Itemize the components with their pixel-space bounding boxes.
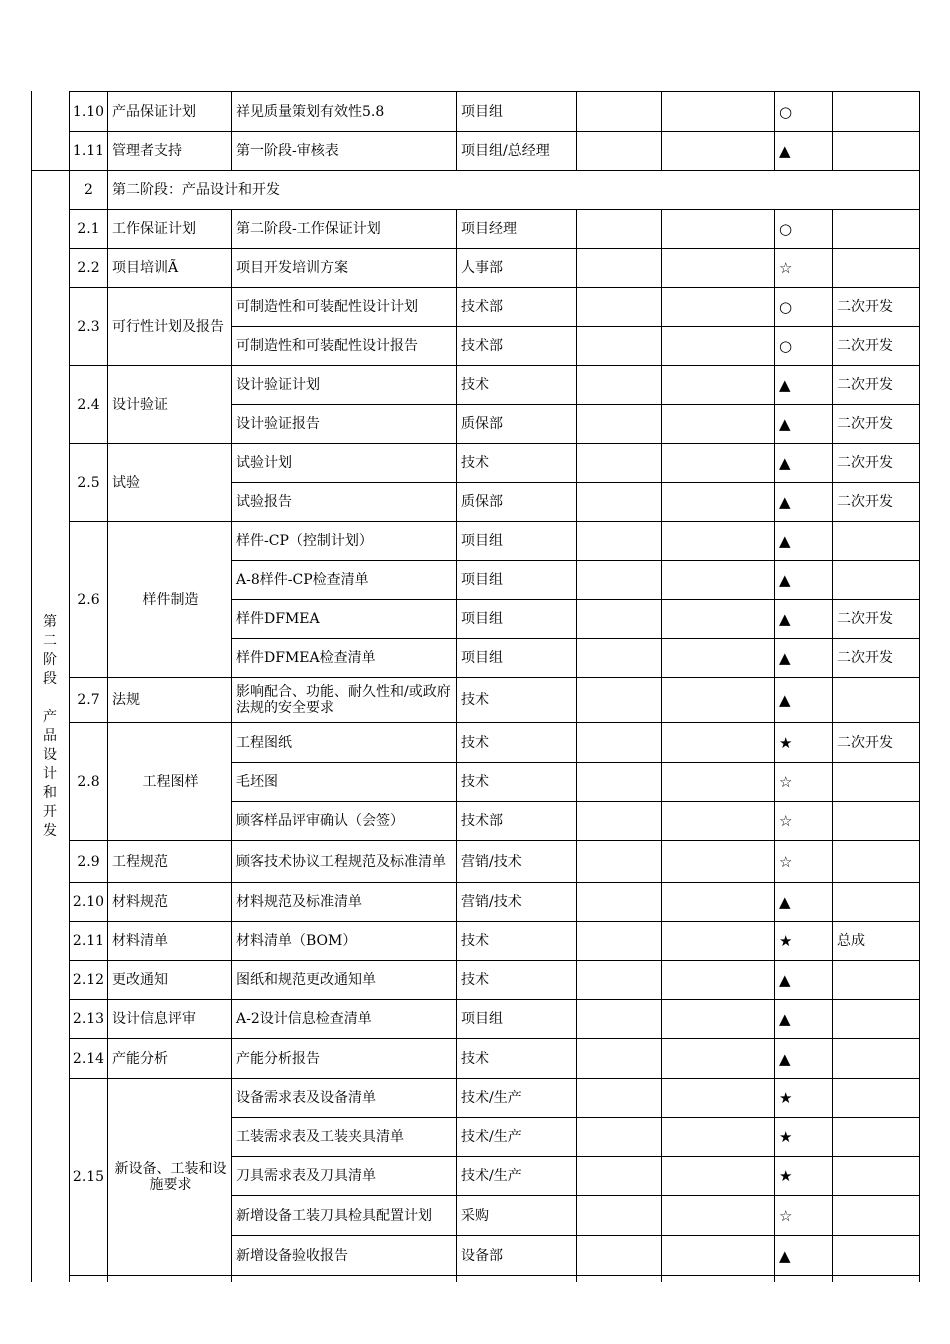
item-name: 工程规范	[112, 853, 168, 870]
column-border	[107, 91, 108, 1282]
blank-cell	[577, 1236, 661, 1275]
stage-label-char: 开	[43, 803, 57, 820]
responsible-dept: 技术	[461, 692, 489, 708]
blank-cell	[577, 444, 661, 482]
column-border	[832, 209, 833, 1282]
item-name: 设计信息评审	[112, 1011, 196, 1027]
output-document: 产能分析报告	[236, 1050, 320, 1067]
item-number: 1.10	[72, 103, 105, 120]
output-document: 可制造性和可装配性设计计划	[236, 299, 418, 315]
status-mark: ▲	[779, 571, 791, 589]
blank-cell	[577, 522, 661, 560]
blank-cell	[662, 600, 774, 638]
item-name: 产能分析	[112, 1050, 168, 1067]
remark	[833, 802, 919, 840]
blank-cell	[662, 922, 774, 960]
output-document: 样件DFMEA检查清单	[236, 650, 376, 666]
blank-cell	[577, 249, 661, 287]
stage-label-char: 品	[43, 727, 57, 744]
blank-cell	[662, 288, 774, 326]
responsible-dept: 技术	[461, 933, 489, 949]
responsible-dept: 技术	[461, 734, 489, 751]
responsible-dept: 技术/生产	[461, 1168, 522, 1184]
blank-cell	[662, 723, 774, 762]
row-border	[231, 762, 919, 763]
item-number: 2	[84, 182, 93, 198]
remark: 总成	[837, 933, 865, 949]
responsible-dept: 技术/生产	[461, 1090, 522, 1106]
item-name: 材料清单	[112, 933, 168, 949]
blank-cell	[662, 327, 774, 365]
section-title: 第二阶段：产品设计和开发	[112, 182, 280, 198]
remark	[833, 883, 919, 921]
output-document: 顾客技术协议工程规范及标准清单	[236, 853, 446, 870]
column-border	[456, 209, 457, 1282]
blank-cell	[662, 522, 774, 560]
status-mark: ☆	[779, 259, 793, 277]
column-border	[576, 91, 577, 170]
column-border	[576, 209, 577, 1282]
blank-cell	[662, 802, 774, 840]
blank-cell	[577, 92, 661, 131]
remark	[833, 1000, 919, 1038]
blank-cell	[662, 639, 774, 677]
output-document: 刀具需求表及刀具清单	[236, 1168, 376, 1184]
item-number: 2.14	[72, 1050, 105, 1067]
row-border	[231, 1117, 919, 1118]
status-mark: ☆	[779, 773, 793, 791]
blank-cell	[577, 763, 661, 801]
responsible-dept: 项目经理	[461, 221, 517, 237]
remark	[833, 210, 919, 248]
item-number: 2.11	[72, 933, 105, 949]
status-mark: ☆	[779, 852, 793, 871]
output-document: 工装需求表及工装夹具清单	[236, 1129, 404, 1145]
responsible-dept: 项目组	[461, 650, 503, 666]
remark	[833, 841, 919, 882]
blank-cell	[662, 1079, 774, 1117]
blank-cell	[662, 1157, 774, 1195]
status-mark: ▲	[779, 415, 791, 433]
item-number: 1.11	[72, 143, 105, 159]
item-number: 2.3	[77, 318, 100, 335]
status-mark: ▲	[779, 893, 791, 911]
blank-cell	[577, 1118, 661, 1156]
output-document: 祥见质量策划有效性5.8	[236, 103, 385, 120]
status-mark: ○	[779, 220, 793, 238]
remark	[833, 522, 919, 560]
remark	[833, 1157, 919, 1195]
output-document: 设计验证报告	[236, 416, 320, 432]
output-document: 样件DFMEA	[236, 611, 320, 627]
item-name: 管理者支持	[112, 143, 182, 159]
remark: 二次开发	[837, 299, 893, 315]
remark: 二次开发	[837, 338, 893, 354]
item-number: 2.10	[72, 894, 105, 910]
output-document: 样件-CP（控制计划）	[236, 533, 373, 549]
item-name: 材料规范	[112, 894, 168, 910]
output-document: 工程图纸	[236, 734, 292, 751]
blank-cell	[577, 1157, 661, 1195]
stage-label-char: 产	[43, 708, 57, 725]
remark	[833, 1079, 919, 1117]
blank-cell	[662, 961, 774, 999]
output-document: 项目开发培训方案	[236, 260, 348, 276]
stage-label-char: 阶	[43, 651, 57, 668]
blank-cell	[662, 883, 774, 921]
blank-cell	[577, 327, 661, 365]
remark	[833, 561, 919, 599]
remark	[833, 678, 919, 722]
output-document: 第一阶段-审核表	[236, 143, 339, 159]
responsible-dept: 技术	[461, 972, 489, 988]
item-name: 可行性计划及报告	[112, 318, 224, 335]
status-mark: ▲	[779, 532, 791, 550]
item-name: 项目培训Ã	[112, 260, 179, 276]
remark: 二次开发	[837, 455, 893, 471]
blank-cell	[577, 1196, 661, 1235]
item-number: 2.4	[77, 396, 100, 413]
blank-cell	[662, 92, 774, 131]
item-number: 2.2	[77, 260, 100, 276]
status-mark: ▲	[779, 1010, 791, 1028]
column-border	[231, 91, 232, 170]
blank-cell	[662, 210, 774, 248]
stage-label-char: 二	[43, 632, 57, 649]
blank-cell	[662, 405, 774, 443]
remark: 二次开发	[837, 611, 893, 627]
blank-cell	[577, 561, 661, 599]
column-border	[832, 91, 833, 170]
status-mark: ▲	[779, 454, 791, 472]
blank-cell	[577, 483, 661, 521]
item-name: 工作保证计划	[112, 221, 196, 237]
row-border	[231, 1156, 919, 1157]
status-mark: ▲	[779, 691, 791, 709]
remark: 二次开发	[837, 734, 893, 751]
blank-cell	[577, 723, 661, 762]
item-number: 2.5	[77, 474, 100, 491]
remark: 二次开发	[837, 650, 893, 666]
stage-label	[31, 171, 69, 1282]
row-border	[231, 326, 919, 327]
responsible-dept: 技术部	[461, 813, 503, 829]
responsible-dept: 技术	[461, 377, 489, 393]
item-number: 2.6	[77, 591, 100, 608]
item-name: 试验	[112, 474, 140, 491]
status-mark: ○	[779, 337, 793, 355]
output-document: 设备需求表及设备清单	[236, 1090, 376, 1106]
blank-cell	[662, 561, 774, 599]
planning-table	[31, 91, 919, 1282]
status-mark: ★	[779, 1167, 793, 1185]
output-document: 试验报告	[236, 494, 292, 510]
row-border	[231, 404, 919, 405]
blank-cell	[662, 841, 774, 882]
responsible-dept: 项目组	[461, 1011, 503, 1027]
blank-cell	[662, 444, 774, 482]
status-mark: ★	[779, 1128, 793, 1146]
blank-cell	[577, 288, 661, 326]
status-mark: ▲	[779, 610, 791, 628]
item-name: 工程图样	[142, 773, 199, 790]
output-document: 新增设备工装刀具检具配置计划	[236, 1207, 432, 1224]
responsible-dept: 质保部	[461, 494, 503, 510]
column-border	[919, 91, 920, 1282]
row-border	[231, 560, 919, 561]
item-name: 设计验证	[112, 396, 168, 413]
output-document: 材料规范及标准清单	[236, 894, 362, 910]
status-mark: ▲	[779, 493, 791, 511]
blank-cell	[662, 249, 774, 287]
output-document: A-2设计信息检查清单	[236, 1011, 372, 1027]
blank-cell	[577, 961, 661, 999]
blank-cell	[577, 802, 661, 840]
output-document: 影响配合、功能、耐久性和/或政府法规的安全要求	[236, 684, 451, 716]
row-border	[231, 1235, 919, 1236]
remark: 二次开发	[837, 377, 893, 393]
blank-cell	[577, 600, 661, 638]
status-mark: ○	[779, 298, 793, 316]
blank-cell	[662, 678, 774, 722]
blank-cell	[577, 1000, 661, 1038]
blank-cell	[577, 1039, 661, 1078]
responsible-dept: 项目组	[461, 611, 503, 627]
blank-cell	[577, 210, 661, 248]
blank-cell	[662, 483, 774, 521]
responsible-dept: 技术	[461, 1050, 489, 1067]
column-border	[456, 91, 457, 170]
column-border	[661, 91, 662, 170]
status-mark: ○	[779, 102, 793, 121]
responsible-dept: 项目组	[461, 572, 503, 588]
status-mark: ☆	[779, 812, 793, 830]
status-mark: ★	[779, 932, 793, 950]
output-document: 可制造性和可装配性设计报告	[236, 338, 418, 354]
row-border	[69, 1275, 919, 1276]
remark: 二次开发	[837, 416, 893, 432]
status-mark: ▲	[779, 142, 791, 160]
item-name: 样件制造	[142, 591, 199, 608]
remark: 二次开发	[837, 494, 893, 510]
blank-cell	[577, 841, 661, 882]
output-document: 设计验证计划	[236, 377, 320, 393]
stage-label-char: 段	[43, 670, 57, 687]
column-border	[774, 91, 775, 170]
remark	[833, 132, 919, 170]
output-document: A-8样件-CP检查清单	[236, 572, 369, 588]
item-number: 2.8	[77, 773, 100, 790]
remark	[833, 1118, 919, 1156]
blank-cell	[662, 763, 774, 801]
blank-cell	[577, 132, 661, 170]
row-border	[231, 801, 919, 802]
item-number: 2.7	[77, 692, 100, 708]
row-border	[231, 638, 919, 639]
remark	[833, 961, 919, 999]
row-border	[231, 599, 919, 600]
item-number: 2.13	[72, 1011, 105, 1027]
status-mark: ▲	[779, 376, 791, 394]
stage-label-char: 计	[43, 765, 57, 782]
blank-cell	[662, 366, 774, 404]
status-mark: ▲	[779, 1246, 791, 1265]
column-border	[231, 209, 232, 1282]
status-mark: ☆	[779, 1206, 793, 1225]
output-document: 第二阶段-工作保证计划	[236, 221, 381, 237]
remark	[833, 92, 919, 131]
status-mark: ★	[779, 1089, 793, 1107]
status-mark: ▲	[779, 649, 791, 667]
output-document: 顾客样品评审确认（会签）	[236, 813, 404, 829]
item-number: 2.15	[72, 1169, 105, 1185]
blank-cell	[662, 1236, 774, 1275]
stage-label-char: 发	[43, 822, 57, 839]
output-document: 毛坯图	[236, 774, 278, 790]
remark	[833, 1196, 919, 1235]
row-border	[231, 482, 919, 483]
remark	[833, 763, 919, 801]
responsible-dept: 设备部	[461, 1247, 503, 1264]
blank-cell	[577, 405, 661, 443]
item-number: 2.1	[77, 221, 100, 237]
responsible-dept: 人事部	[461, 260, 503, 276]
item-name: 更改通知	[112, 972, 168, 988]
column-border	[774, 209, 775, 1282]
responsible-dept: 采购	[461, 1207, 489, 1224]
blank-cell	[577, 883, 661, 921]
remark	[833, 249, 919, 287]
blank-cell	[662, 1196, 774, 1235]
column-border	[69, 91, 70, 1282]
status-mark: ★	[779, 733, 793, 752]
output-document: 材料清单（BOM）	[236, 933, 357, 949]
item-number: 2.12	[72, 972, 105, 988]
item-number: 2.9	[77, 853, 100, 870]
blank-cell	[662, 1039, 774, 1078]
status-mark: ▲	[779, 1049, 791, 1068]
blank-cell	[662, 1118, 774, 1156]
blank-cell	[577, 1079, 661, 1117]
responsible-dept: 技术	[461, 774, 489, 790]
item-name: 新设备、工装和设施要求	[114, 1161, 227, 1193]
blank-cell	[577, 678, 661, 722]
output-document: 试验计划	[236, 455, 292, 471]
blank-cell	[577, 366, 661, 404]
stage-label-char: 和	[43, 784, 57, 801]
blank-cell	[577, 639, 661, 677]
responsible-dept: 技术	[461, 455, 489, 471]
row-border	[231, 1195, 919, 1196]
responsible-dept: 项目组	[461, 103, 503, 120]
output-document: 图纸和规范更改通知单	[236, 972, 376, 988]
responsible-dept: 技术部	[461, 338, 503, 354]
item-name: 产品保证计划	[112, 103, 196, 120]
blank-cell	[577, 922, 661, 960]
responsible-dept: 项目组	[461, 533, 503, 549]
stage-label-char: 第	[43, 613, 57, 630]
responsible-dept: 项目组/总经理	[461, 143, 550, 159]
status-mark: ▲	[779, 971, 791, 989]
stage-label-char: 设	[43, 746, 57, 763]
responsible-dept: 营销/技术	[461, 853, 522, 870]
item-name: 法规	[112, 692, 140, 708]
remark	[833, 1039, 919, 1078]
responsible-dept: 技术/生产	[461, 1129, 522, 1145]
column-border	[661, 209, 662, 1282]
responsible-dept: 营销/技术	[461, 894, 522, 910]
responsible-dept: 质保部	[461, 416, 503, 432]
remark	[833, 1236, 919, 1275]
blank-cell	[662, 1000, 774, 1038]
output-document: 新增设备验收报告	[236, 1247, 348, 1264]
responsible-dept: 技术部	[461, 299, 503, 315]
blank-cell	[662, 132, 774, 170]
